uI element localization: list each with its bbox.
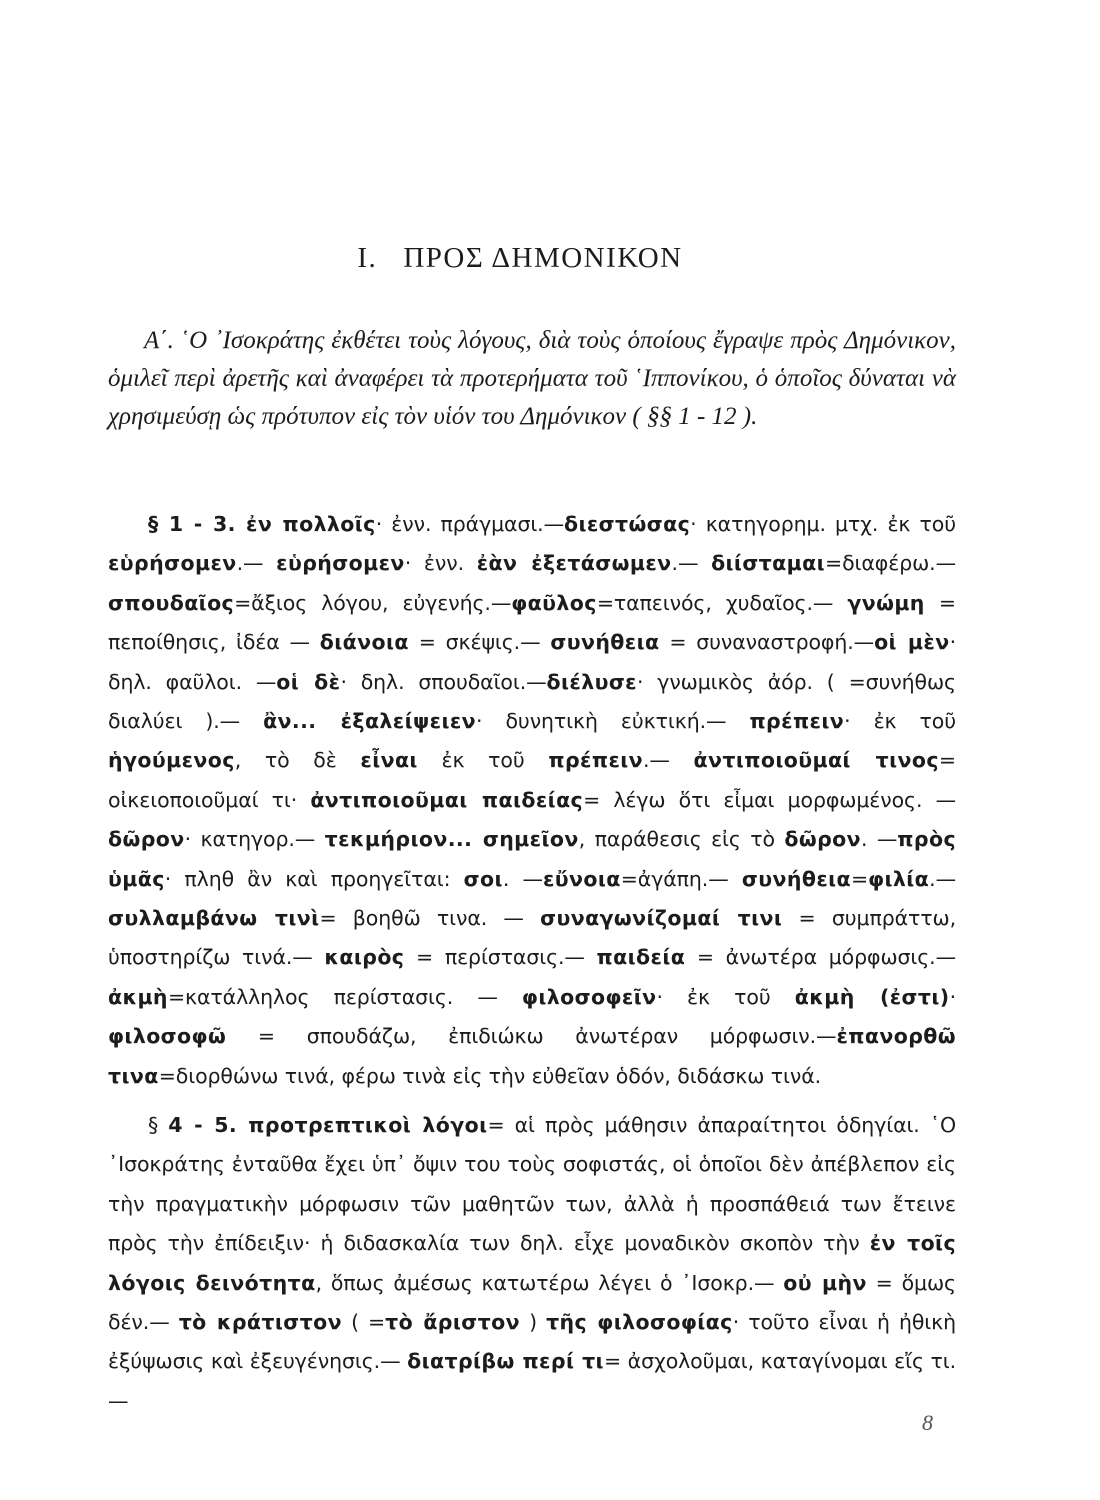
gloss-text: =διαφέρω.— [825, 551, 956, 576]
lemma-term: εὑρήσομεν [276, 551, 405, 576]
lemma-term: συνήθεια [741, 866, 852, 891]
lemma-term: ἐν τοῖς λόγοις δεινότητα [108, 1231, 956, 1295]
gloss-text: = λέγω ὅτι εἶμαι μορφωμένος. — [583, 787, 956, 812]
lemma-term: ἀκμὴ (ἐστι) [794, 984, 950, 1009]
gloss-text: .— [236, 551, 277, 576]
lemma-term: εἶναι [360, 748, 418, 773]
commentary-paragraph-1 [108, 505, 956, 1096]
lemma-term: ἀντιποιοῦμαί τινος [693, 748, 939, 773]
lemma-term: διίσταμαι [711, 551, 826, 576]
gloss-text: = ἀνωτέρα μόρφωσις.— [685, 945, 956, 970]
lemma-term: παιδεία [596, 945, 686, 970]
gloss-text: · ἐνν. [404, 551, 477, 576]
lemma-term: διεστώσας [564, 512, 691, 536]
lemma-term: ἂν... ἐξαλείψειεν [263, 709, 477, 734]
gloss-text: = σπουδάζω, ἐπιδιώκω ἀνωτέραν μόρφωσιν.— [226, 1024, 837, 1049]
gloss-text: = [851, 866, 869, 891]
page-number: 8 [922, 1410, 933, 1435]
gloss-text: =κατάλληλος περίστασις. — [167, 984, 522, 1009]
gloss-text: .— [929, 866, 956, 891]
lemma-term: οἱ δὲ [276, 669, 341, 694]
chapter-title [0, 242, 1070, 275]
lemma-term: πρὸς ὑμᾶς [108, 827, 957, 891]
gloss-text: = πεποίθησις, ἰδέα — [108, 590, 956, 655]
chapter-summary: Α΄. ῾Ο ᾿Ισοκράτης ἐκθέτει τοὺς λόγους, διὰ τοὺς ὁποίους ἔγραψε πρὸς Δημόνικον, ὁμιλεῖ περὶ ἀρετῆς καὶ ἀναφέρει τὰ προτερήματα τοῦ ῾Ιππονίκου, ὁ ὁποῖος δύναται νὰ χρησιμεύσῃ ὡς πρότυπον εἰς τὸν υἱόν του Δημόνικον ( §§ 1 - 12 ). [108, 327, 956, 430]
lemma-term: συναγωνίζομαί τινι [540, 906, 783, 931]
gloss-text: · κατηγορημ. μτχ. ἐκ τοῦ [690, 512, 956, 536]
gloss-text: · δηλ. φαῦλοι. — [108, 630, 956, 694]
commentary-paragraph-2 [108, 1106, 956, 1421]
gloss-text: · πληθ ἂν καὶ προηγεῖται: [164, 866, 464, 891]
lemma-term: πρέπειν [749, 709, 845, 734]
gloss-text: , τὸ δὲ [234, 748, 361, 773]
lemma-term: διέλυσε [546, 669, 637, 694]
gloss-text: · ἐκ τοῦ [656, 984, 795, 1009]
lemma-term: φιλοσοφεῖν [521, 984, 657, 1009]
lemma-term: εὑρήσομεν [108, 551, 237, 576]
lemma-term: φιλία [868, 866, 930, 891]
gloss-text: § [148, 1113, 169, 1137]
gloss-text: ) [519, 1310, 547, 1335]
lemma-term: διάνοια [319, 630, 409, 655]
lemma-term: τὸ κράτιστον [178, 1310, 342, 1335]
gloss-text: · ἐνν. πράγμασι.— [375, 512, 564, 536]
gloss-text: ( = [341, 1310, 386, 1335]
gloss-text: · δυνητικὴ εὐκτική.— [476, 709, 750, 734]
gloss-text: · γνωμικὸς ἀόρ. ( =συνήθως διαλύει ).— [108, 669, 956, 734]
gloss-text: , παράθεσις εἰς τὸ [578, 827, 785, 852]
lemma-term: καιρὸς [324, 945, 405, 970]
gloss-text: .— [643, 748, 694, 773]
lemma-term: συλλαμβάνω τινὶ [108, 906, 320, 931]
lemma-term: τεκμήριον... σημεῖον [324, 827, 579, 852]
gloss-text: ἐκ τοῦ [417, 748, 549, 773]
gloss-text: = σκέψις.— [408, 630, 551, 655]
gloss-text: · δηλ. σπουδαῖοι.— [340, 669, 547, 694]
lemma-term: σοι [463, 866, 503, 891]
lemma-term: συνήθεια [550, 630, 660, 655]
lemma-term: ἐπανορθῶ τινα [108, 1024, 956, 1088]
lemma-term: τῆς φιλοσοφίας [546, 1310, 733, 1335]
gloss-text: =διορθώνω τινά, φέρω τινὰ εἰς τὴν εὐθεῖαν ὁδόν, διδάσκω τινά. [158, 1063, 822, 1088]
lemma-term: ἐὰν ἐξετάσωμεν [476, 551, 672, 576]
gloss-text: = οἰκειοποιοῦμαί τι· [108, 748, 956, 812]
lemma-term: § 1 - 3. ἐν πολλοῖς [148, 512, 376, 536]
chapter-title-text: ΠΡΟΣ ΔΗΜΟΝΙΚΟΝ [403, 242, 683, 274]
gloss-text: =ταπεινός, χυδαῖος.— [596, 590, 848, 615]
gloss-text: · [949, 984, 956, 1009]
lemma-term: ἀκμὴ [108, 984, 168, 1009]
gloss-text: =ἄξιος λόγου, εὐγενής.— [234, 590, 512, 615]
lemma-term: οὐ μὴν [783, 1270, 867, 1295]
lemma-term: ἀντιποιοῦμαι παιδείας [310, 787, 584, 812]
gloss-text: = συμπράττω, ὑποστηρίζω τινά.— [108, 906, 956, 970]
gloss-text: = περίστασις.— [404, 945, 597, 970]
lemma-term: ἡγούμενος [108, 748, 235, 773]
gloss-text: =ἀγάπη.— [620, 866, 742, 891]
gloss-text: · κατηγορ.— [184, 827, 325, 852]
gloss-text: = ὅμως δέν.— [108, 1270, 956, 1335]
lemma-term: γνώμη [847, 590, 925, 615]
gloss-text: · τοῦτο εἶναι ἡ ἠθικὴ ἐξύψωσις καὶ ἐξευγένησις.— [108, 1310, 956, 1374]
lemma-term: πρέπειν [548, 748, 644, 773]
gloss-text: = βοηθῶ τινα. — [319, 906, 541, 931]
gloss-text: · ἐκ τοῦ [844, 709, 956, 734]
lemma-term: δῶρον [108, 827, 185, 852]
lemma-term: τὸ ἄριστον [385, 1310, 520, 1335]
lemma-term: διατρίβω περί τι [407, 1349, 604, 1374]
gloss-text: .— [671, 551, 712, 576]
lemma-term: φαῦλος [511, 590, 597, 615]
gloss-text: , ὅπως ἀμέσως κατωτέρω λέγει ὁ ᾿Ισοκρ.— [315, 1270, 784, 1295]
lemma-term: 4 - 5. προτρεπτικοὶ λόγοι [168, 1113, 488, 1137]
lemma-term: οἱ μὲν [874, 630, 950, 655]
lemma-term: δῶρον [784, 827, 862, 852]
gloss-text: = ἀσχολοῦμαι, καταγίνομαι εἴς τι.— [108, 1349, 956, 1413]
gloss-text: = αἱ πρὸς μάθησιν ἀπαραίτητοι ὁδηγίαι. ῾Ο ᾿Ισοκράτης ἐνταῦθα ἔχει ὑπ᾿ ὄψιν του τοὺς σοφιστάς, οἱ ὁποῖοι δὲν ἀπέβλεπον εἰς τὴν πραγματικὴν μόρφωσιν τῶν μαθητῶν των, ἀλλὰ ἡ προσπάθειά των ἔτεινε πρὸς τὴν ἐπίδειξιν· ἡ διδασκαλία των δηλ. εἶχε μοναδικὸν σκοπὸν τὴν [108, 1113, 957, 1256]
lemma-term: εὔνοια [542, 866, 621, 891]
gloss-text: = συναναστροφή.— [659, 630, 875, 655]
lemma-term: σπουδαῖος [108, 590, 235, 615]
gloss-text: . — [502, 866, 543, 891]
chapter-number: I. [357, 242, 378, 274]
gloss-text: . — [861, 827, 898, 852]
lemma-term: φιλοσοφῶ [108, 1024, 227, 1049]
